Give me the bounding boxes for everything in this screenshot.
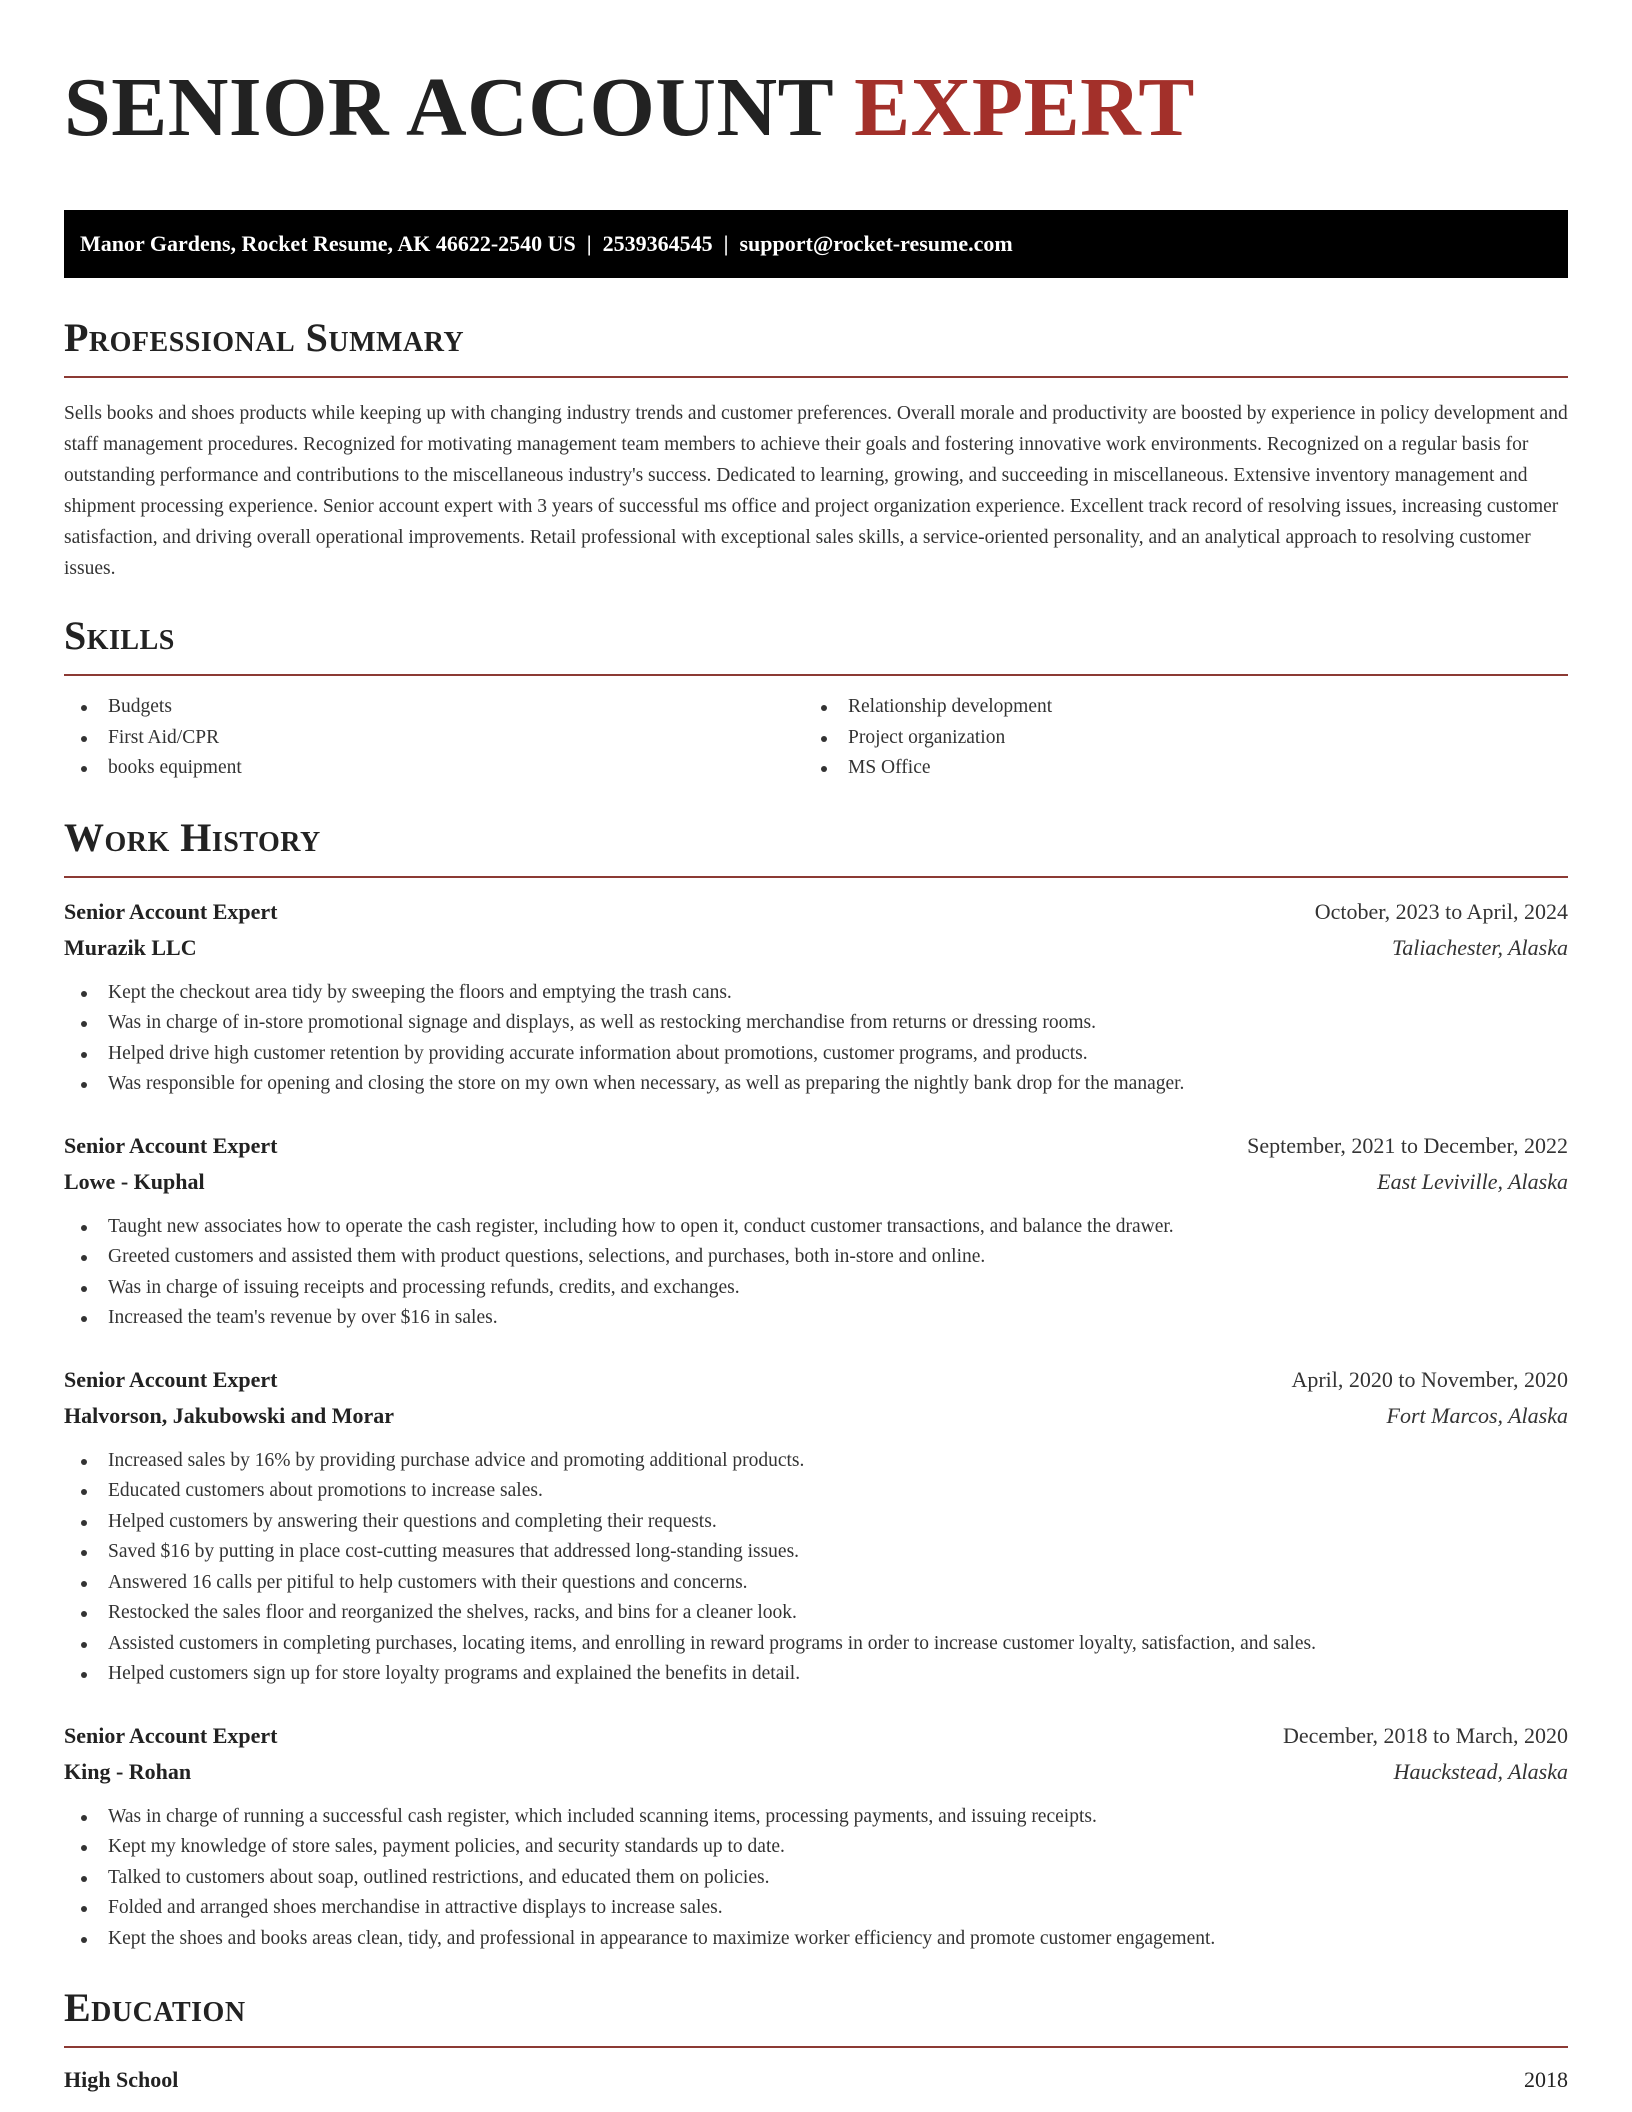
job-bullet: Assisted customers in completing purchases, locating items, and enrolling in reward programs in order to increase customer loyalty, satisfaction, and sales. bbox=[64, 1629, 1568, 1660]
skill-item: books equipment bbox=[64, 753, 804, 784]
job-bullet: Educated customers about promotions to increase sales. bbox=[64, 1476, 1568, 1507]
skills-column-right bbox=[804, 692, 1544, 784]
job-bullet: Taught new associates how to operate the cash register, including how to open it, conduct customer transactions, and balance the drawer. bbox=[64, 1212, 1568, 1243]
job-company: Murazik LLC bbox=[64, 934, 197, 960]
job-location: Hauckstead, Alaska bbox=[1393, 1758, 1568, 1784]
skill-item: First Aid/CPR bbox=[64, 723, 804, 754]
education-title: Education bbox=[64, 1985, 246, 2030]
job-dates: December, 2018 to March, 2020 bbox=[1282, 1722, 1568, 1748]
section-divider bbox=[64, 674, 1568, 676]
job-dates: September, 2021 to December, 2022 bbox=[1247, 1132, 1568, 1158]
section-divider bbox=[64, 376, 1568, 378]
job-bullet: Helped customers sign up for store loyalty programs and explained the benefits in detail. bbox=[64, 1659, 1568, 1690]
job-bullet: Helped drive high customer retention by providing accurate information about promotions, customer programs, and products. bbox=[64, 1039, 1568, 1070]
education-entry bbox=[64, 2062, 1568, 2098]
job-company: Halvorson, Jakubowski and Morar bbox=[64, 1402, 395, 1428]
education-section bbox=[64, 1985, 1568, 2098]
job-title: Senior Account Expert bbox=[64, 1132, 278, 1158]
job-entry bbox=[64, 1128, 1568, 1334]
job-bullet: Increased sales by 16% by providing purchase advice and promoting additional products. bbox=[64, 1446, 1568, 1477]
skills-title: Skills bbox=[64, 613, 175, 658]
work-title: Work History bbox=[64, 814, 321, 860]
skill-item: Project organization bbox=[804, 723, 1544, 754]
job-bullet: Saved $16 by putting in place cost-cutting measures that addressed long-standing issues. bbox=[64, 1537, 1568, 1568]
job-bullets bbox=[64, 978, 1568, 1100]
job-entry bbox=[64, 1718, 1568, 1955]
job-bullet: Kept my knowledge of store sales, payment policies, and security standards up to date. bbox=[64, 1832, 1568, 1863]
job-bullets bbox=[64, 1802, 1568, 1955]
skills-section bbox=[64, 613, 1568, 784]
job-bullet: Was responsible for opening and closing the store on my own when necessary, as well as preparing the nightly bank drop for the manager. bbox=[64, 1069, 1568, 1100]
skill-item: Relationship development bbox=[804, 692, 1544, 723]
job-bullet: Increased the team's revenue by over $16 in sales. bbox=[64, 1303, 1568, 1334]
job-bullet: Answered 16 calls per pitiful to help customers with their questions and concerns. bbox=[64, 1568, 1568, 1599]
section-divider bbox=[64, 876, 1568, 878]
job-bullet: Folded and arranged shoes merchandise in attractive displays to increase sales. bbox=[64, 1893, 1568, 1924]
job-bullet: Talked to customers about soap, outlined restrictions, and educated them on policies. bbox=[64, 1863, 1568, 1894]
resume-name bbox=[64, 52, 1568, 170]
skills-grid bbox=[64, 692, 1568, 784]
job-company: Lowe - Kuphal bbox=[64, 1168, 205, 1194]
job-dates: October, 2023 to April, 2024 bbox=[1314, 898, 1568, 924]
work-section bbox=[64, 814, 1568, 1955]
summary-section bbox=[64, 315, 1568, 584]
education-degree: High School bbox=[64, 2067, 179, 2092]
job-bullet: Was in charge of running a successful cash register, which included scanning items, processing payments, and issuing receipts. bbox=[64, 1802, 1568, 1833]
job-bullet: Was in charge of in-store promotional signage and displays, as well as restocking merchandise from returns or dressing rooms. bbox=[64, 1008, 1568, 1039]
job-bullet: Greeted customers and assisted them with product questions, selections, and purchases, both in-store and online. bbox=[64, 1242, 1568, 1273]
education-year: 2018 bbox=[1524, 2067, 1568, 2092]
skill-item: MS Office bbox=[804, 753, 1544, 784]
skills-column-left bbox=[64, 692, 804, 784]
skill-item: Budgets bbox=[64, 692, 804, 723]
summary-text: Sells books and shoes products while keeping up with changing industry trends and customer preferences. Overall morale and productivity are boosted by experience in policy development and staff management procedures. Recognized for motivating management team members to achieve their goals and fostering innovative work environments. Recognized on a regular basis for outstanding performance and contributions to the miscellaneous industry's success. Dedicated to learning, growing, and succeeding in miscellaneous. Extensive inventory management and shipment processing experience. Senior account expert with 3 years of successful ms office and project organization experience. Excellent track record of resolving issues, increasing customer satisfaction, and driving overall operational improvements. Retail professional with exceptional sales skills, a service-oriented personality, and an analytical approach to resolving customer issues. bbox=[64, 403, 1568, 579]
job-bullet: Helped customers by answering their questions and completing their requests. bbox=[64, 1507, 1568, 1538]
job-company: King - Rohan bbox=[64, 1758, 192, 1784]
job-location: East Leviville, Alaska bbox=[1377, 1168, 1568, 1194]
section-divider bbox=[64, 2046, 1568, 2048]
job-bullet: Restocked the sales floor and reorganized the shelves, racks, and bins for a cleaner look. bbox=[64, 1598, 1568, 1629]
job-bullets bbox=[64, 1212, 1568, 1334]
job-bullet: Kept the checkout area tidy by sweeping the floors and emptying the trash cans. bbox=[64, 978, 1568, 1009]
job-bullets bbox=[64, 1446, 1568, 1690]
job-dates: April, 2020 to November, 2020 bbox=[1291, 1366, 1568, 1392]
name-accent: EXPERT bbox=[854, 61, 1195, 154]
job-title: Senior Account Expert bbox=[64, 1722, 278, 1748]
job-location: Taliachester, Alaska bbox=[1391, 934, 1568, 960]
job-location: Fort Marcos, Alaska bbox=[1386, 1402, 1568, 1428]
name-primary: SENIOR ACCOUNT bbox=[64, 61, 855, 154]
job-bullet: Kept the shoes and books areas clean, tidy, and professional in appearance to maximize worker efficiency and promote customer engagement. bbox=[64, 1924, 1568, 1955]
job-entry bbox=[64, 1362, 1568, 1690]
summary-title: Professional Summary bbox=[64, 315, 465, 360]
job-bullet: Was in charge of issuing receipts and processing refunds, credits, and exchanges. bbox=[64, 1273, 1568, 1304]
job-title: Senior Account Expert bbox=[64, 898, 278, 924]
job-entry bbox=[64, 894, 1568, 1100]
job-title: Senior Account Expert bbox=[64, 1366, 278, 1392]
contact-bar: Manor Gardens, Rocket Resume, AK 46622-2540 US | 2539364545 | support@rocket-resume.com bbox=[64, 210, 1568, 278]
